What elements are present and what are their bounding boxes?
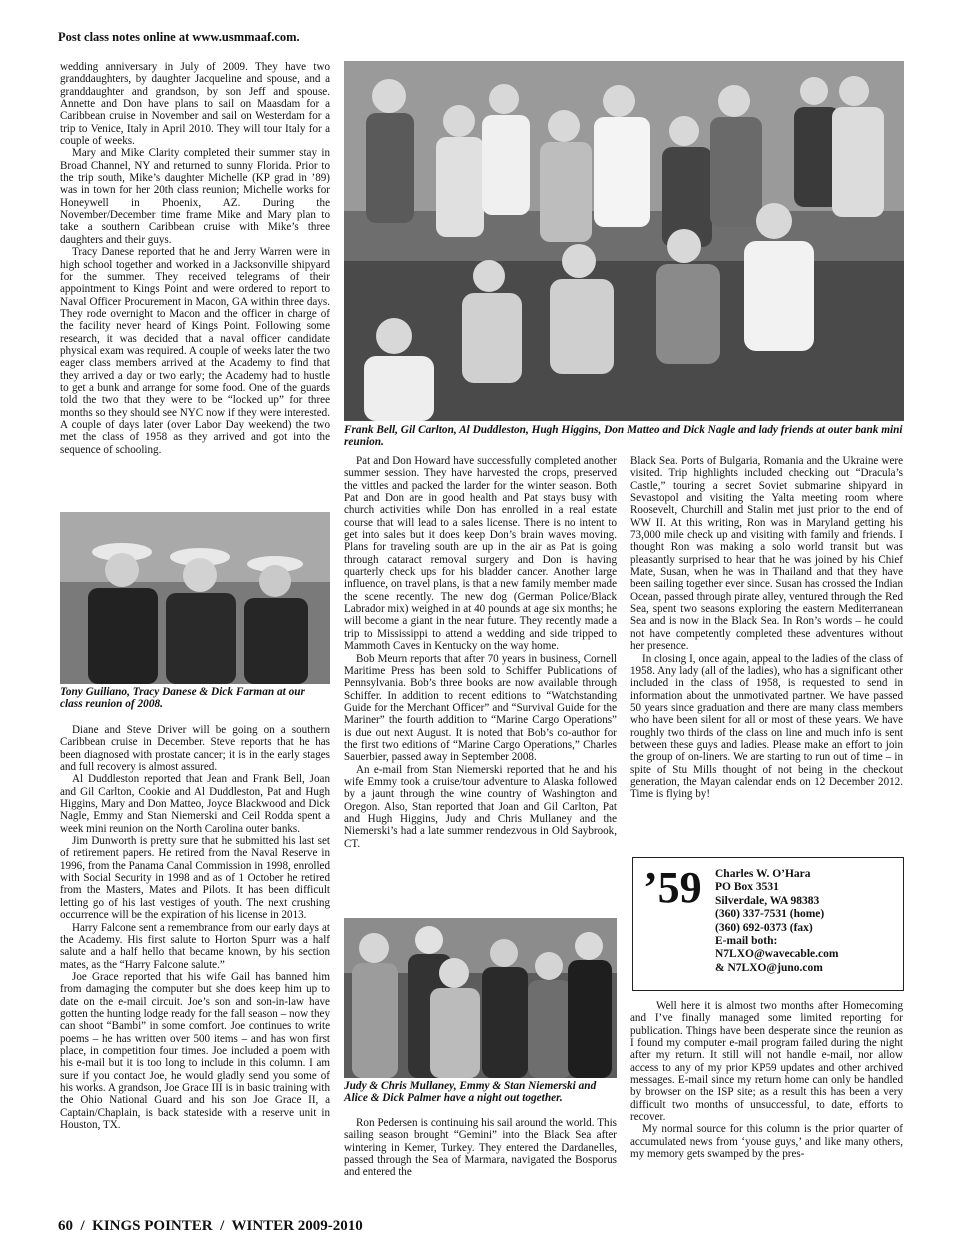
- caption-photo-mid: Judy & Chris Mullaney, Emmy & Stan Niemerski and Alice & Dick Palmer have a night out together.: [344, 1080, 597, 1105]
- contact-email: N7LXO@wavecable.com: [715, 948, 839, 961]
- page-header: Post class notes online at www.usmmaaf.com.: [58, 30, 300, 44]
- column-2-top: [344, 455, 617, 850]
- paragraph: Black Sea. Ports of Bulgaria, Romania and the Ukraine were visited. Trip highlights included checking out “Dracula’s Castle,” touring a secret Soviet submarine shipyard in Sevastopol and visiting the Yalta meeting room where Roosevelt, Churchill and Stalin met just prior to the end of WW II. At this writing, Ron was in Maryland getting his 73,000 mile check up and visiting with family and friends. I thought Ron was making a solo world transit but was pleasantly surprised to hear that he was joined by his Chief Mate, Susan, when he was in Thailand and that they have been sailing together ever since. Susan has crossed the Indian Ocean, passed through pirate alley, ventured through the Red Sea, spent two seasons exploring the eastern Mediterranean Sea and is now in the Black Sea. In Ron’s words – he could not have competently completed these adventures without her presence.: [630, 455, 903, 653]
- paragraph: Diane and Steve Driver will be going on a southern Caribbean cruise in December. Steve reports that he has been diagnosed with prostate cancer; it is in the early stages and full recovery is almost assured.: [60, 724, 330, 774]
- photo-three-men: [60, 512, 330, 684]
- contact-phone-home: (360) 337-7531 (home): [715, 908, 825, 921]
- paragraph: Bob Meurn reports that after 70 years in business, Cornell Maritime Press has been sold to Schiffer Publications of Pennsylvania. Bob’s three books are now available through Schiffer. In addition to recent editions to “Watchstanding Guide for the Merchant Officer” and “Survival Guide for the Mariner” the fourth addition to “Marine Cargo Operations” is due out next August. It is noted that Bob’s co-author for the first two editions of “Marine Cargo Operations,” Charles Sauerbier, passed away in September 2008.: [344, 652, 617, 764]
- class-year: ’59: [643, 863, 702, 912]
- contact-email: & N7LXO@juno.com: [715, 961, 823, 974]
- caption-photo-left: Tony Guiliano, Tracy Danese & Dick Farman at our class reunion of 2008.: [60, 686, 305, 711]
- contact-fax: (360) 692-0373 (fax): [715, 921, 813, 934]
- column-2-bottom: [344, 1117, 617, 1179]
- contact-email-label: E-mail both:: [715, 935, 778, 948]
- paragraph: Ron Pedersen is continuing his sail around the world. This sailing season brought “Gemini” into the Black Sea after wintering in Kemer, Turkey. They entered the Dardanelles, passed through the Sea of Marmara, navigated the Bosporus and entered the: [344, 1117, 617, 1179]
- contact-name: Charles W. O’Hara: [715, 868, 811, 880]
- class-1959-contact-box: [632, 857, 904, 991]
- paragraph: wedding anniversary in July of 2009. They have two granddaughters, by daughter Jacqueline and spouse, and a granddaughter and grandson, by son Jeff and spouse. Annette and Don have plans to sail on Maasdam for a Caribbean cruise in November and sail on Westerdam for a trip to Venice, Italy in April 2010. They will tour Italy for a couple of weeks.: [60, 61, 330, 148]
- paragraph: In closing I, once again, appeal to the ladies of the class of 1958. Any lady (all of the ladies), who has a significant other included in the class of 1958, is requested to send in information about the unmotivated partner. We have passed 50 years since graduation and there are many class members who have been silent for all or most of these years. We have roughly two thirds of the class on line and much info is sent between these guys and ladies. Please make an effort to join the group of on-liners. We are starting to run out of time – in spite of Stu Mills thought of not being in the checkout generation, the Mayan calendar ends on 12 December 2012. Time is flying by!: [630, 652, 903, 801]
- column-3-bottom: [630, 1000, 903, 1160]
- paragraph: Harry Falcone sent a remembrance from our early days at the Academy. His first salute to Horton Spurr was a half salute and a half hello that became known, by his section mates, as the “Harry Falcone salute.”: [60, 921, 330, 971]
- column-1-top: [60, 61, 330, 456]
- paragraph: Well here it is almost two months after Homecoming and I’ve finally managed some limited reporting for publication. Things have been desperate since the reunion as I found my computer e-mail program failed during the night after my return. It still will not handle e-mail, nor allow access to any of my prior KP59 updates and other archived messages. E-mail since my return home can only be handled by browser on the ISP site; as a result this has been a very difficult two months of unsuccessful, to date, efforts to recover.: [630, 1000, 903, 1124]
- contact-info: [715, 868, 838, 975]
- paragraph: Pat and Don Howard have successfully completed another summer session. They have harvested the crops, preserved the vittles and packed the larder for the winter season. Both Pat and Don are in good health and Pat stays busy with church activities while Don has enrolled in a real estate course that will lead to a sales license. There is no intent to get into sales but it does keep Don’s brain waves moving. Plans for traveling south are up in the air as Pat is going through cataract removal surgery and Don is having quarterly check ups for his bladder cancer. Another large influence, on travel plans, is that a new family member made the scene recently. The new dog (German Police/Black Labrador mix) weighed in at 40 pounds at age six months; he will become a giant in the near future. They recently made a trip to Mississippi to attend a wedding and side tripped to Mammoth Caves in Kentucky on the way home.: [344, 455, 617, 653]
- photo-group-reunion: [344, 61, 904, 421]
- paragraph: Mary and Mike Clarity completed their summer stay in Broad Channel, NY and returned to sunny Florida. Prior to the trip south, Mike’s daughter Michelle (KP grad in ’89) was in town for her 20th class reunion; Michelle works for Honeywell in Phoenix, AZ. During the November/December time frame Mike and Mary plan to take a southern Caribbean cruise with Mike’s three daughters and their guys.: [60, 147, 330, 246]
- paragraph: An e-mail from Stan Niemerski reported that he and his wife Emmy took a cruise/tour adventure to Alaska followed by a jaunt through the wine country of Washington and Oregon. Also, Stan reported that Joan and Gil Carlton, Pat and Hugh Higgins, Judy and Chris Mullaney and the Niemerski’s had a late summer rendezvous in Old Saybrook, CT.: [344, 763, 617, 850]
- paragraph: Al Duddleston reported that Jean and Frank Bell, Joan and Gil Carlton, Cookie and Al Duddleston, Pat and Hugh Higgins, Mary and Don Matteo, Joyce Blackwood and Dick Nagle, Emmy and Stan Niemerski and Ceil Rodda spent a week mini reunion on the North Carolina outer banks.: [60, 773, 330, 835]
- paragraph: Jim Dunworth is pretty sure that he submitted his last set of retirement papers. He retired from the Naval Reserve in 1996, from the Panama Canal Commission in 1998, enrolled with Social Security in 1998 and as of 1 October he retired from the Masters, Mates and Pilots. It has been difficult letting go of his last vestiges of youth. The next crushing occurrence will be the expiration of his license in 2013.: [60, 835, 330, 922]
- contact-address-line: PO Box 3531: [715, 881, 779, 894]
- column-3-top: [630, 455, 903, 801]
- photo-night-out: [344, 918, 617, 1078]
- caption-photo-top: Frank Bell, Gil Carlton, Al Duddleston, Hugh Higgins, Don Matteo and Dick Nagle and lady friends at outer bank mini reunion.: [344, 424, 903, 449]
- page-footer: 60 / KINGS POINTER / WINTER 2009-2010: [58, 1218, 363, 1234]
- paragraph: My normal source for this column is the prior quarter of accumulated news from ‘youse guys,’ and like many others, my memory gets swamped by the pres-: [630, 1123, 903, 1161]
- paragraph: Tracy Danese reported that he and Jerry Warren were in high school together and worked in a Jacksonville shipyard for the summer. They received telegrams of their appointment to Kings Point and were ordered to report to Naval Officer Procurement in Macon, GA within three days. They rode overnight to Macon and the officer in charge of the facility never heard of Kings Point. Following some research, it was decided that a naval officer candidate physical exam was required. A couple of weeks later the two eager class members arrived at the Academy to find that they arrived a day or two early; the Academy had to hustle to get a bunk and arrange for some food. One of the guards told the two that they were to be “locked up” for three months so they should see NYC now if they were interested. A couple of days later (over Labor Day weekend) the two met the class of 1958 as they arrived and got into the sequence of schooling.: [60, 246, 330, 456]
- paragraph: Joe Grace reported that his wife Gail has banned him from damaging the computer but she does keep him up to date on the e-mail circuit. Joe’s son and son-in-law have gotten the hunting lodge ready for the fall season – now they can shoot “Bambi” in some comfort. Joe continues to write poems – he has written over 500 items – and has won first place, in competition four times. Joe included a poem with his e-mail but it is too long to include in this column. I am sure if you contact Joe, he would gladly send you some of his works. A grandson, Joe Grace III is in basic training with the Ohio National Guard and his son Joe Grace II, a Captain/Chaplain, is back stateside with a reserve unit in Houston, TX.: [60, 970, 330, 1131]
- column-1-bottom: [60, 724, 330, 1131]
- contact-address-line: Silverdale, WA 98383: [715, 894, 820, 907]
